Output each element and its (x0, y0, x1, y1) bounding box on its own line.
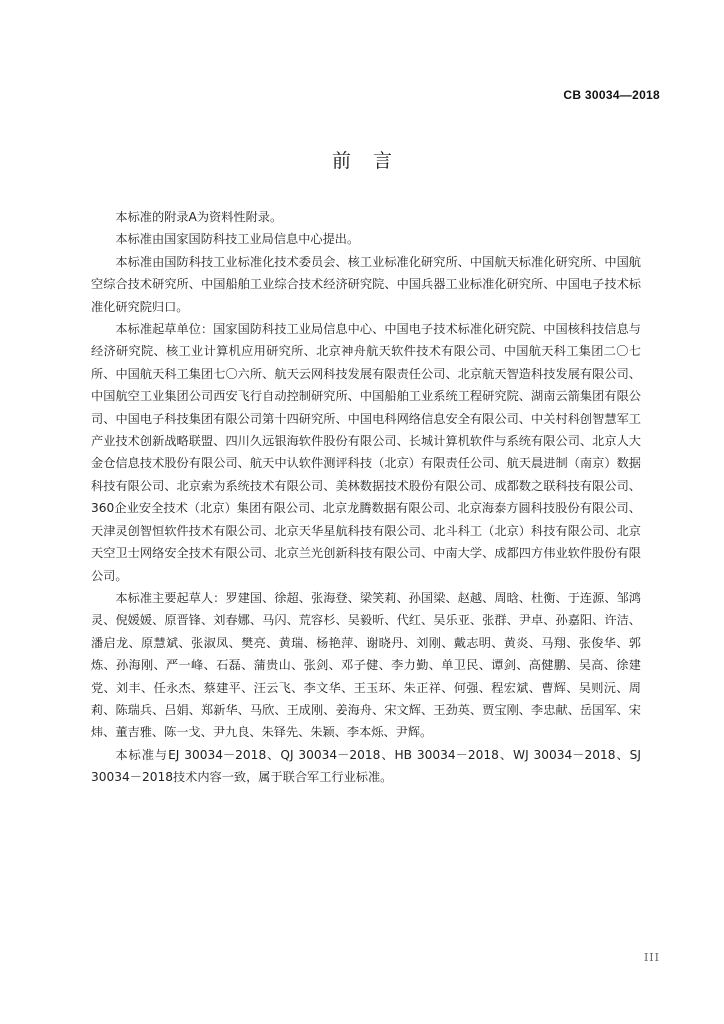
paragraph-appendix-note: 本标准的附录A为资料性附录。 (115, 210, 283, 224)
page-title: 前言 (331, 150, 414, 172)
standard-number: CB 30034—2018 (563, 88, 660, 102)
foreword-body (91, 206, 641, 789)
paragraph-drafters: 本标准主要起草人：罗建国、徐超、张海登、梁笑莉、孙国梁、赵越、周晗、杜衡、于连源、邹鸿灵、倪媛媛、原晋锋、刘春娜、马闪、荒容杉、吴毅昕、代红、吴乐亚、张群、尹卓、孙嘉阳、许洁、潘启龙、原慧斌、张淑凤、樊亮、黄瑞、杨艳萍、谢晓丹、刘刚、戴志明、黄炎、马翔、张俊华、郭炼、孙海刚、严一峰、石磊、蒲贵山、张剑、邓子健、李力勤、单卫民、谭剑、高健鹏、吴高、徐建党、刘丰、任永杰、蔡建平、汪云飞、李文华、王玉环、朱正祥、何强、程宏斌、曹辉、吴则沅、周莉、陈瑞兵、吕娟、郑新华、马欣、王成刚、姜海舟、宋文辉、王劲英、贾宝刚、李忠献、岳国军、宋炜、董吉雅、陈一戈、尹九良、朱铎先、朱颖、李本烁、尹辉。 (91, 590, 641, 740)
paragraph-drafting-units: 本标准起草单位：国家国防科技工业局信息中心、中国电子技术标准化研究院、中国核科技信息与经济研究院、核工业计算机应用研究所、北京神舟航天软件技术有限公司、中国航天科工集团二〇七所、中国航天科工集团七〇六所、航天云网科技发展有限责任公司、北京航天智造科技发展有限公司、中国航空工业集团公司西安飞行自动控制研究所、中国船舶工业系统工程研究院、湖南云箭集团有限公司、中国电子科技集团有限公司第十四研究所、中国电科网络信息安全有限公司、中关村科创智慧军工产业技术创新战略联盟、四川久远银海软件股份有限公司、长城计算机软件与系统有限公司、北京人大金仓信息技术股份有限公司、航天中认软件测评科技（北京）有限责任公司、航天晨进制（南京）数据科技有限公司、北京索为系统技术有限公司、美林数据技术股份有限公司、成都数之联科技有限公司、360企业安全技术（北京）集团有限公司、北京龙腾数据有限公司、北京海泰方圆科技股份有限公司、天津灵创智恒软件技术有限公司、北京天华星航科技有限公司、北斗科工（北京）科技有限公司、北京天空卫士网络安全技术有限公司、北京兰光创新科技有限公司、中南大学、成都四方伟业软件股份有限公司。 (91, 322, 641, 583)
paragraph-responsible-units: 本标准由国防科技工业标准化技术委员会、核工业标准化研究所、中国航天标准化研究所、中国航空综合技术研究所、中国船舶工业综合技术经济研究院、中国兵器工业标准化研究所、中国电子技术标准化研究院归口。 (91, 254, 641, 314)
paragraph-proposer: 本标准由国家国防科技工业局信息中心提出。 (115, 232, 360, 247)
paragraph-related-standards: 本标准与EJ 30034－2018、QJ 30034－2018、HB 30034－2018、WJ 30034－2018、SJ 30034－2018技术内容一致，属于联合军工行业标准。 (91, 747, 641, 785)
page-number: III (643, 951, 660, 964)
